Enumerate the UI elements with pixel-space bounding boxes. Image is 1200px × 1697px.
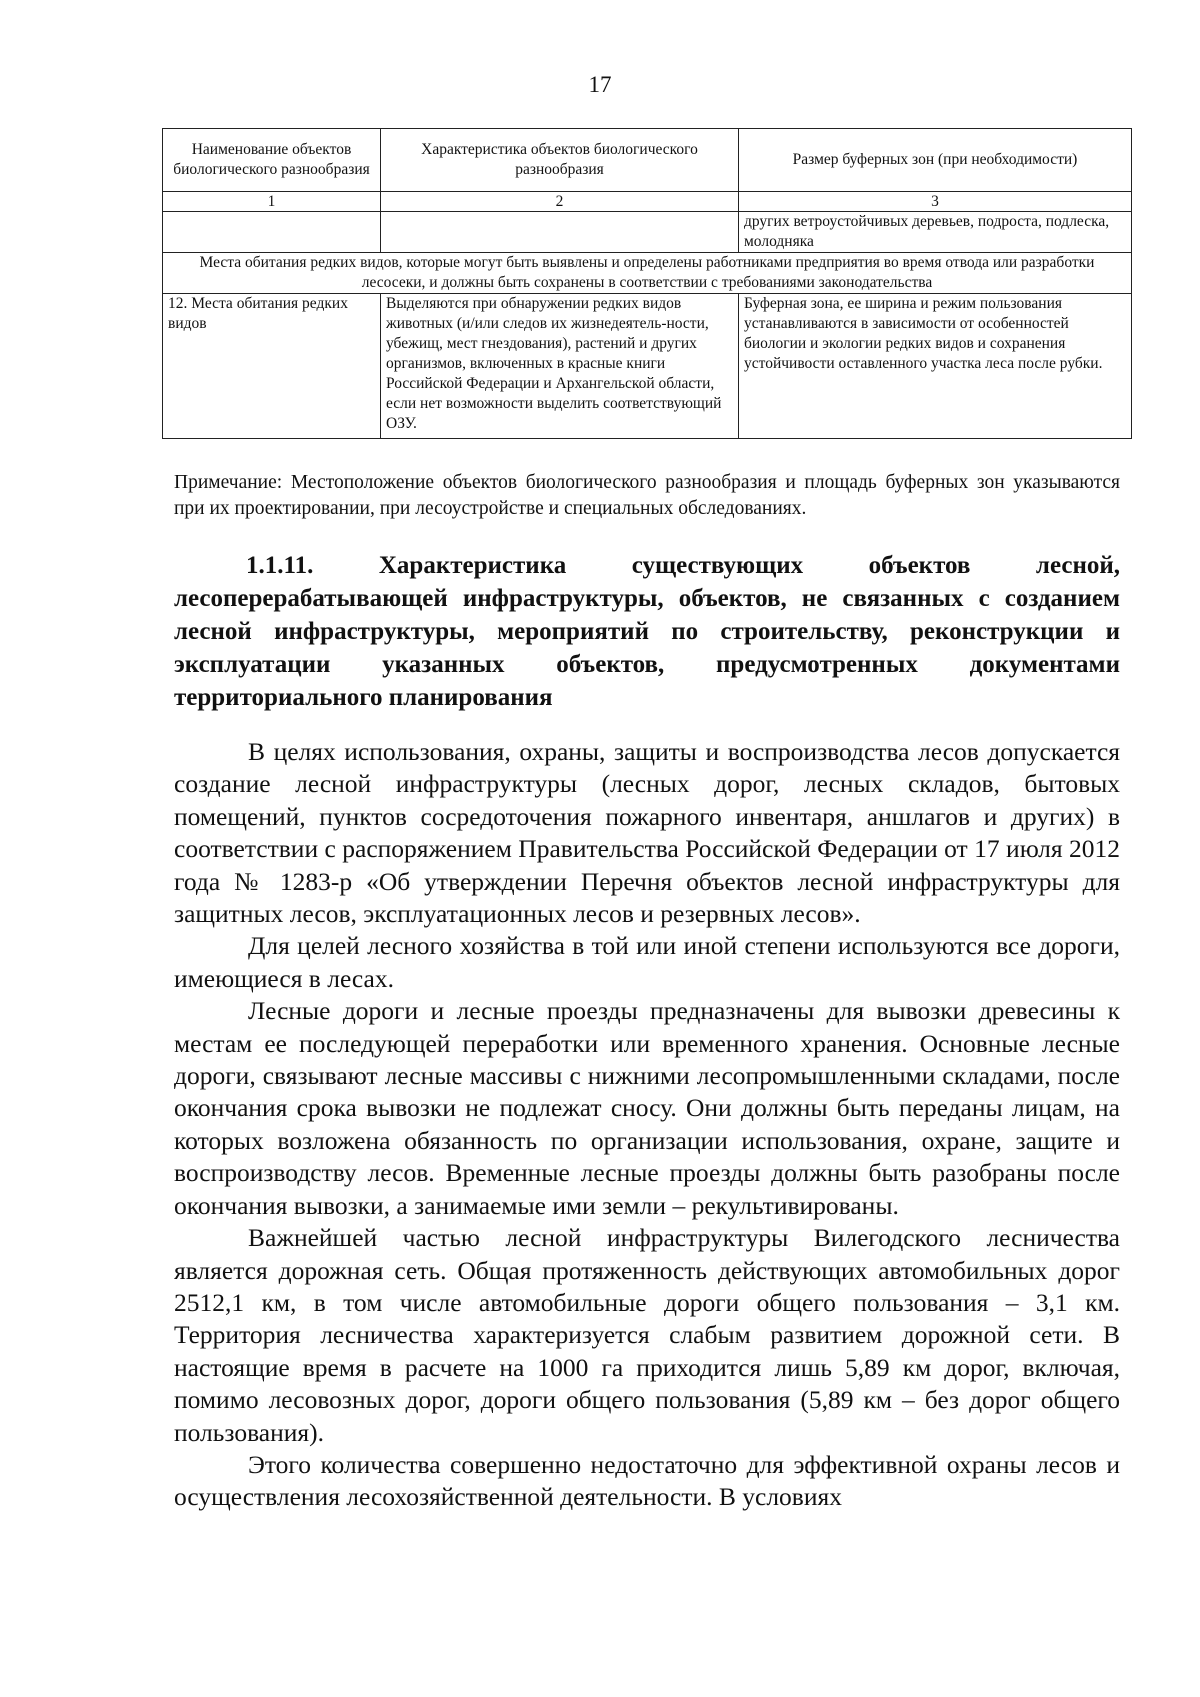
table-note: Примечание: Местоположение объектов биологического разнообразия и площадь буферных зон указываются при их проектировании, при лесоустройстве и специальных обследованиях. — [174, 472, 1120, 519]
table-column-number: 3 — [739, 192, 1132, 212]
table-row — [163, 294, 1132, 439]
paragraph: Лесные дороги и лесные проезды предназначены для вывозки древесины к местам ее последующей переработки или временного хранения. Основные лесные дороги, связывают лесные массивы с нижними лесопромышленными складами, после окончания срока вывозки не подлежат сносу. Они должны быть переданы лицам, на которых возложена обязанность по организации использования, охране, защите и воспроизводству лесов. Временные лесные проезды должны быть разобраны после окончания вывозки, а занимаемые ими земли – рекультивированы. — [174, 996, 1120, 1220]
paragraph: Этого количества совершенно недостаточно для эффективной охраны лесов и осуществления лесохозяйственной деятельности. В условиях — [174, 1449, 1120, 1512]
table-section-row — [163, 253, 1132, 294]
table-cell — [381, 212, 739, 253]
table-cell: Выделяются при обнаружении редких видов животных (и/или следов их жизнедеятель-ности, убежищ, мест гнездования), растений и других организмов, включенных в красные книги Российской Федерации и Архангельской области, если нет возможности выделить соответствующий ОЗУ. — [381, 294, 739, 439]
table-column-number: 1 — [163, 192, 381, 212]
table-header-cell: Наименование объектов биологического разнообразия — [163, 129, 381, 192]
paragraph: В целях использования, охраны, защиты и воспроизводства лесов допускается создание лесной инфраструктуры (лесных дорог, лесных складов, бытовых помещений, пунктов сосредоточения пожарного инвентаря, аншлагов и других) в соответствии с распоряжением Правительства Российской Федерации от 17 июля 2012 года № 1283-р «Об утверждении Перечня объектов лесной инфраструктуры для защитных лесов, эксплуатационных лесов и резервных лесов». — [174, 737, 1120, 929]
biodiversity-table — [162, 128, 1132, 439]
section-heading: 1.1.11. Характеристика существующих объектов лесной, лесоперерабатывающей инфраструктуры, объектов, не связанных с созданием лесной инфраструктуры, мероприятий по строительству, реконструкции и эксплуатации указанных объектов, предусмотренных документами территориального планирования — [174, 552, 1120, 711]
table-section-cell: Места обитания редких видов, которые могут быть выявлены и определены работниками предприятия во время отвода или разработки лесосеки, и должны быть сохранены в соответствии с требованиями законодательства — [163, 253, 1132, 294]
table-header-row — [163, 129, 1132, 192]
table-column-number: 2 — [381, 192, 739, 212]
table-cell — [163, 212, 381, 253]
table-column-number-row — [163, 192, 1132, 212]
table-cell: 12. Места обитания редких видов — [163, 294, 381, 439]
paragraph: Для целей лесного хозяйства в той или иной степени используются все дороги, имеющиеся в лесах. — [174, 931, 1120, 993]
table-cell: других ветроустойчивых деревьев, подроста, подлеска, молодняка — [739, 212, 1132, 253]
table-cell: Буферная зона, ее ширина и режим пользования устанавливаются в зависимости от особенностей биологии и экологии редких видов и сохранения устойчивости оставленного участка леса после рубки. — [739, 294, 1132, 439]
paragraph: Важнейшей частью лесной инфраструктуры Вилегодского лесничества является дорожная сеть. Общая протяженность действующих автомобильных дорог 2512,1 км, в том числе автомобильные дороги общего пользования – 3,1 км. Территория лесничества характеризуется слабым развитием дорожной сети. В настоящие время в расчете на 1000 га приходится лишь 5,89 км дорог, включая, помимо лесовозных дорог, дороги общего пользования (5,89 км – без дорог общего пользования). — [174, 1223, 1120, 1447]
table-row — [163, 212, 1132, 253]
page-number: 17 — [588, 72, 612, 97]
body-text — [174, 736, 1120, 1514]
table-header-cell: Характеристика объектов биологического разнообразия — [381, 129, 739, 192]
table-header-cell: Размер буферных зон (при необходимости) — [739, 129, 1132, 192]
